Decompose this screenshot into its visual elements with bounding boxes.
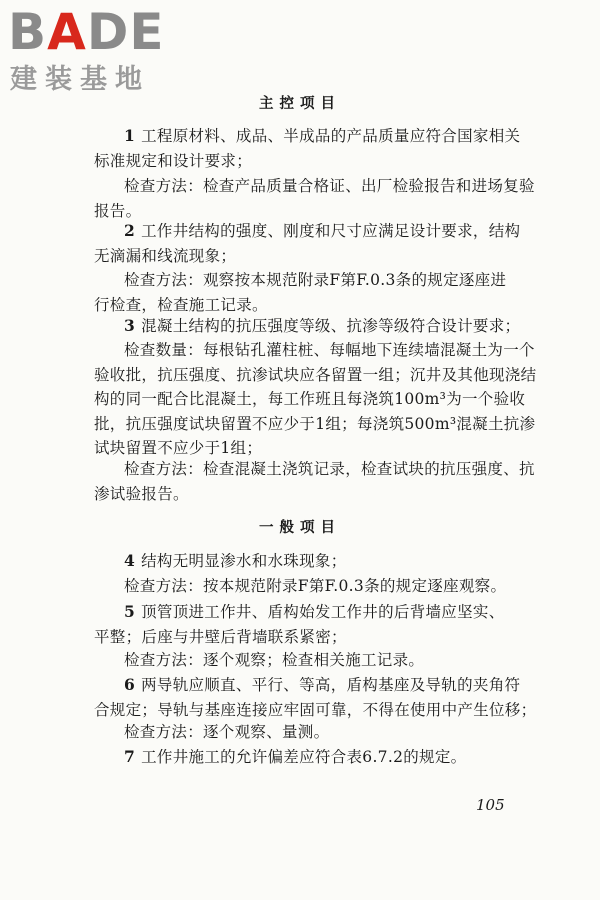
section-heading-general: 一般项目 [259,519,341,536]
logo-wordmark: BADE [8,3,165,61]
item-6: 6 两导轨应顺直、平行、等高，盾构基座及导轨的夹角符 合规定；导轨与基座连接应牢固可靠，不得在使用中产生位移； [94,675,537,719]
item-4-check-method: 检查方法：按本规范附录F第F.0.3条的规定逐座观察。 [124,577,507,595]
item-7: 7 工作井施工的允许偏差应符合表6.7.2的规定。 [124,747,467,766]
item-3: 3 混凝土结构的抗压强度等级、抗渗等级符合设计要求； [124,316,521,335]
page-number: 105 [476,796,505,814]
logo-subtitle: 建装基地 [10,64,150,95]
item-2-check-method: 检查方法：观察按本规范附录F第F.0.3条的规定逐座进 行检查，检查施工记录。 [94,271,507,314]
item-3-check-quantity: 检查数量：每根钻孔灌柱桩、每幅地下连续墙混凝土为一个 验收批，抗压强度、抗渗试块应各留置一组；沉井及其他现浇结 构的同一配合比混凝土，每工作班且每浇筑100m³为一个验收 批，抗压强度试块留置不应少于1组；每浇筑500m³混凝土抗渗 试块留置不应少于1组； [94,341,537,457]
item-6-check-method: 检查方法：逐个观察、量测。 [124,723,330,741]
item-1-check-method: 检查方法：检查产品质量合格证、出厂检验报告和进场复验 报告。 [94,177,535,220]
item-3-check-method: 检查方法：检查混凝土浇筑记录，检查试块的抗压强度、抗 渗试验报告。 [94,460,535,503]
item-2: 2 工作井结构的强度、刚度和尺寸应满足设计要求，结构 无滴漏和线流现象； [94,221,521,265]
item-1: 1 工程原材料、成品、半成品的产品质量应符合国家相关 标准规定和设计要求； [94,126,521,170]
item-4: 4 结构无明显渗水和水珠现象； [124,551,347,570]
section-heading-main-control: 主控项目 [259,95,341,112]
item-5-check-method: 检查方法：逐个观察；检查相关施工记录。 [124,651,425,669]
item-5: 5 顶管顶进工作井、盾构始发工作井的后背墙应坚实、 平整；后座与井壁后背墙联系紧密； [94,602,505,646]
brand-logo [8,3,178,98]
